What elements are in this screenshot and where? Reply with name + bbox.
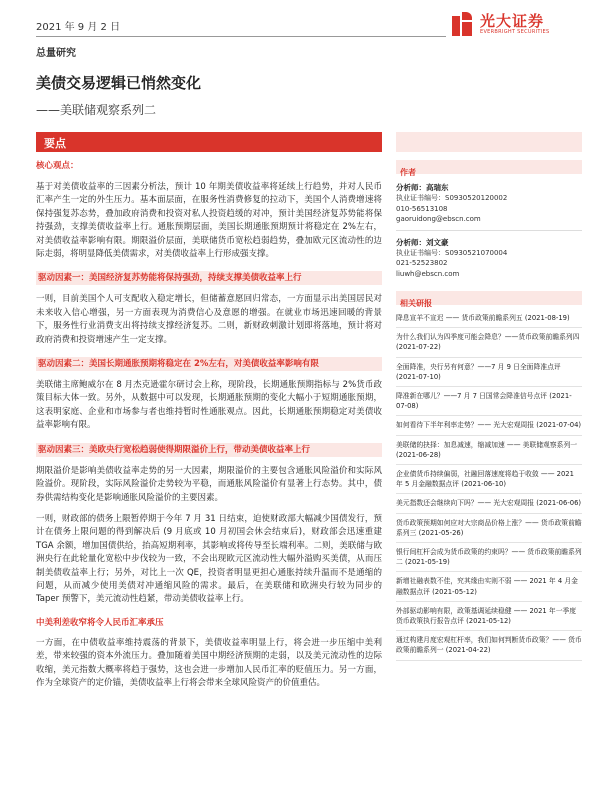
analyst-name: 分析师：刘文豪 (396, 237, 449, 247)
driver1-heading: 驱动因素一：美国经济复苏势能将保持强劲，持续支撑美债收益率上行 (36, 271, 382, 285)
related-item[interactable]: 企业债货币持续偏弱，社融回落速度将趋于收敛 —— 2021 年 5 月金融数据点评 (2021-06-10) (396, 469, 582, 494)
related-item[interactable]: 如何看待下半年利率走势？—— 光大宏观周报 (2021-07-04) (396, 420, 582, 435)
related-item[interactable]: 外部驱动影响有限，政策基调延续稳健 —— 2021 年一季度货币政策执行报告点评 (2021-05-12) (396, 606, 582, 631)
side-column (396, 160, 582, 665)
related-item[interactable]: 新增社融表数不佳，究其缘由实则不弱 —— 2021 年 4 月金融数据点评 (2021-05-12) (396, 576, 582, 601)
analyst-cert: 执业证书编号：S0930520120002 (396, 194, 508, 202)
report-subtitle: ——美联储观察系列二 (36, 103, 157, 117)
driver3-heading: 驱动因素三：美欧央行宽松趋弱使得期限溢价上行，带动美债收益率上行 (36, 443, 382, 457)
related-item[interactable]: 降准新在哪儿？——7 月 7 日国常会降准信号点评 (2021-07-08) (396, 391, 582, 416)
main-column (36, 160, 382, 690)
fx-heading: 中美利差收窄将令人民币汇率承压 (36, 617, 164, 628)
header-divider (36, 36, 446, 37)
analyst-cert: 执业证书编号：S0930521070004 (396, 248, 508, 257)
related-item[interactable]: 银行间杠杆会成为货币政策的约束吗？—— 货币政策前瞻系列二 (2021-05-19) (396, 547, 582, 572)
related-item[interactable]: 为什么我们认为四季度可能会降息？——货币政策前瞻系列四 (2021-07-22) (396, 332, 582, 357)
related-item[interactable]: 通过构建月度宏观杠杆率，我们如何判断货币政策？—— 货币政策前瞻系列一 (2021-04-22) (396, 635, 582, 660)
everbright-logo-icon (452, 12, 474, 36)
analyst-email[interactable]: gaoruidong@ebscn.com (396, 215, 481, 223)
report-title: 美债交易逻辑已悄然变化 (36, 74, 202, 92)
report-category: 总量研究 (36, 48, 76, 59)
logo-cn-text: 光大证券 (480, 11, 545, 30)
related-item[interactable]: 降息宣羊不宣迟 —— 货币政策前瞻系列五 (2021-08-19) (396, 313, 582, 328)
analyst-block (396, 182, 582, 225)
authors-header (396, 160, 582, 177)
driver2-heading: 驱动因素二：美国长期通胀预期将稳定在 2%左右，对美债收益率影响有限 (36, 357, 382, 371)
driver1-paragraph: 一则，目前美国个人可支配收入稳定增长，但储蓄意愿回归常态，一方面显示出美国居民对未来收入信心增强，另一方面表现为消费信心及意愿的增强。在就业市场迅速回暖的背景下，服务性行业消费支出将持续支撑经济复苏。二则，新财政刺激计划即将落地，预计将对政府消费和投资增速产生一定支撑。 (36, 294, 382, 345)
related-item[interactable]: 货币政策预期如何应对大宗商品价格上涨？—— 货币政策前瞻系列三 (2021-05-26) (396, 518, 582, 543)
side-banner (396, 132, 582, 152)
related-item[interactable]: 全面降准，央行另有何意？——7 月 9 日全面降准点评 (2021-07-10) (396, 362, 582, 387)
analyst-divider (396, 230, 582, 231)
everbright-logo (452, 8, 582, 40)
related-title: 相关研报 (400, 299, 432, 308)
report-date: 2021 年 9 月 2 日 (36, 22, 121, 33)
key-points-label: 要点 (44, 137, 66, 150)
core-heading: 核心观点： (36, 161, 79, 171)
related-header (396, 291, 582, 308)
key-points-banner (36, 132, 382, 152)
analyst-block (396, 237, 582, 280)
authors-title: 作者 (400, 168, 416, 177)
related-list (396, 313, 582, 661)
analyst-phone: 021-52523802 (396, 259, 448, 267)
analyst-email[interactable]: liuwh@ebscn.com (396, 269, 460, 278)
driver3-paragraph: 一则，财政部的债务上限暂停期于今年 7 月 31 日结束，迫使财政部大幅减少国债发行，预计在债务上限问题的得到解决后 (9 月底或 10 月初国会休会结束后)，财政部会迅速重建 TGA 余额，增加国债供给，抬高短期利率，其影响或将传导至长端利率。二则，美联储与欧洲央行在此轮量化宽松中步伐较为一致，不会出现欧元区流动性大幅外溢购买美债，从而压制美债收益率上行；另外，对比上一次 QE，投资者明显更担心通胀持续升温而不是通缩的问题，从而减少使用美债对冲通缩风险的需求。最后，在美联储和欧洲央行较为同步的 Taper 预警下，美元流动性趋紧，带动美债收益率上行。 (36, 513, 382, 605)
core-paragraph: 基于对美债收益率的三因素分析法，预计 10 年期美债收益率将延续上行趋势，并对人民币汇率产生一定的外生压力。基本面层面，在服务性消费修复的拉动下，美国个人消费增速将保持强复苏态势，叠加政府消费和投资对私人投资趋缓的对冲，预计美国经济复苏势能将保持强劲，支撑美债收益率上行。通胀预期层面，美国长期通胀预期预计将稳定在 2%左右，对美债收益率影响有限。期限溢价层面，美联储货币宽松趋弱趋势，叠加欧元区流动性的边际走弱，将明显降低美债需求，对美债收益率上行形成强支撑。 (36, 182, 382, 260)
related-item[interactable]: 美元指数还会继续向下吗？—— 光大宏观周报 (2021-06-06) (396, 498, 582, 513)
analyst-phone: 010-56513108 (396, 204, 448, 213)
related-item[interactable]: 美联储的抉择：加息减速，缩减加速 —— 美联储观察系列一 (2021-06-28) (396, 440, 582, 465)
driver3-paragraph: 期限溢价是影响美债收益率走势的另一大因素，期限溢价的主要包含通胀风险溢价和实际风险溢价。现阶段，实际风险溢价走势较为平稳，而通胀风险溢价有显著上行态势。其中，债券供需结构变化是影响通胀风险溢价的主要因素。 (36, 465, 382, 503)
fx-paragraph: 一方面，在中债收益率维持震荡的背景下，美债收益率明显上行，将会进一步压缩中美利差，带来较强的资本外流压力。叠加随着美国中期经济预期的走弱，以及美元流动性的边际收缩，美元指数大概率将趋于强势，这也会进一步增加人民币汇率的贬值压力。另一方面，作为全球资产的定价锚，美债收益率上行将会带来全球风险资产的价值重估。 (36, 637, 382, 688)
logo-en-text: EVERBRIGHT SECURITIES (480, 28, 550, 35)
analyst-name: 分析师：高瑞东 (396, 183, 449, 192)
driver2-paragraph: 美联储主席鲍威尔在 8 月杰克逊霍尔研讨会上称，现阶段，长期通胀预期指标与 2%货币政策目标大体一致。另外，从数据中可以发现，长期通胀预期的变化大幅小于短期通胀预期，这表明家庭、企业和市场参与者也维持暂时性通胀观点。因此，长期通胀预期稳定对美债收益率影响有限。 (36, 380, 382, 431)
